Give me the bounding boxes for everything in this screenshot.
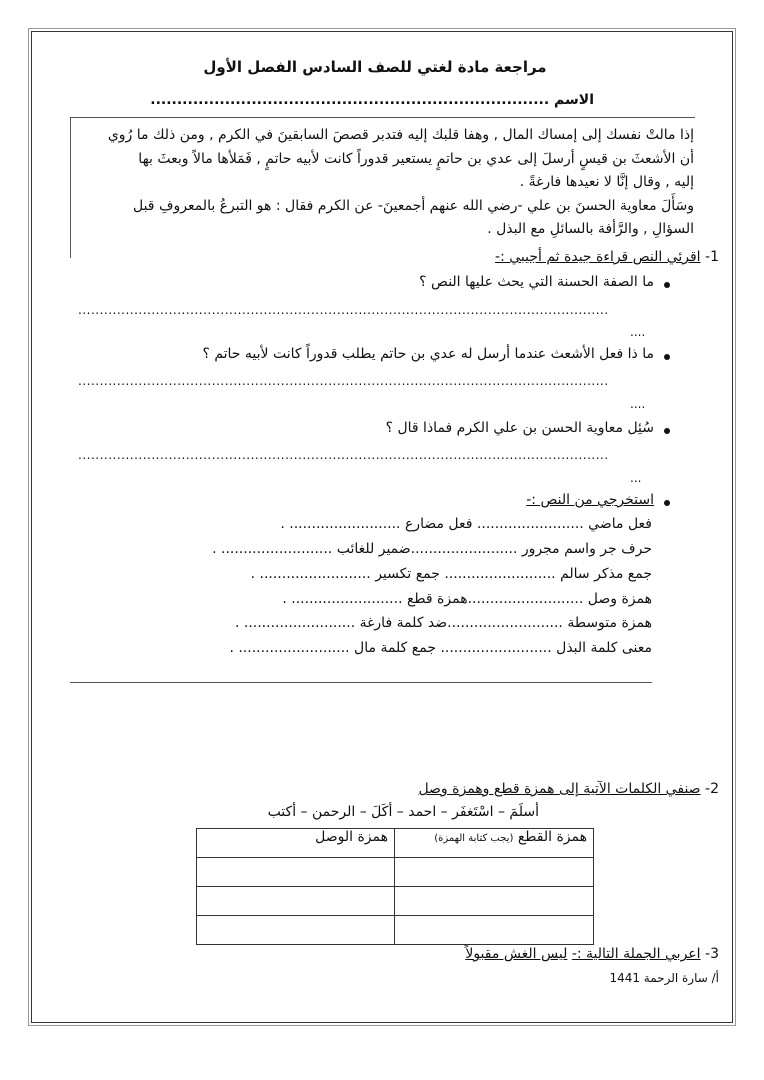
page-title: مراجعة مادة لغتي للصف السادس الفصل الأول xyxy=(203,58,547,76)
answer-line[interactable]: ........................................................................................................................... xyxy=(78,448,609,462)
question-title: اقرئي النص قراءة جيدة ثم أجيبي :- xyxy=(495,249,701,265)
classification-table xyxy=(196,828,594,945)
question-number: 3- xyxy=(705,946,719,962)
question-3-heading xyxy=(465,946,719,962)
question-item: استخرجي من النص :- xyxy=(526,492,654,508)
answer-line[interactable]: ........................................................................................................................... xyxy=(78,374,609,388)
answer-line-end: .... xyxy=(630,397,646,411)
table-cell[interactable] xyxy=(395,916,594,945)
question-item: ما ذا فعل الأشعث عندما أرسل له عدي بن حاتم يطلب قدوراً كانت لأبيه حاتم ؟ xyxy=(202,346,654,362)
table-cell[interactable] xyxy=(197,916,395,945)
question-number: 1- xyxy=(705,249,719,265)
teacher-signature: أ/ سارة الرحمة 1441 xyxy=(609,971,719,985)
question-item: ما الصفة الحسنة التي يحث عليها النص ؟ xyxy=(419,274,654,290)
header-cell-wasl: همزة الوصل xyxy=(197,829,395,858)
bullet-icon xyxy=(664,500,670,506)
passage-line: وسَأَلَ معاوية الحسنَ بن علي -رضي الله عنهم أجمعينَ- عن الكرم فقال : هو التبرعُ بالمعروفِ قبل xyxy=(132,197,694,214)
bullet-icon xyxy=(664,354,670,360)
header-cell-qat: همزة القطع (يجب كتابة الهمزة) xyxy=(395,829,594,858)
table-row xyxy=(197,916,594,945)
question-1-heading xyxy=(495,249,719,265)
question-title: صنفي الكلمات الآتية إلى همزة قطع وهمزة وصل xyxy=(418,781,701,797)
question-item: سُئِل معاوية الحسن بن علي الكرم فماذا قال ؟ xyxy=(385,420,654,436)
answer-line[interactable]: ........................................................................................................................... xyxy=(78,303,609,317)
passage-line: السؤالِ , والرَّأفة بالسائلِ مع البذل . xyxy=(487,221,694,237)
extract-line[interactable]: فعل ماضي ........................ فعل مضارع ......................... . xyxy=(280,516,652,532)
table-cell[interactable] xyxy=(197,858,395,887)
passage-line: أن الأشعثَ بن قيسٍ أرسلَ إلى عدي بن حاتمٍ يستعير قدوراً كانت لأبيه حاتمٍ , فَمَلأها مالاً وبعثَ بها xyxy=(138,150,694,167)
bullet-icon xyxy=(664,428,670,434)
question-title: اعربي الجملة التالية :- xyxy=(571,946,701,962)
table-cell[interactable] xyxy=(395,858,594,887)
question-sentence: ليس الغش مقبولاً xyxy=(465,946,568,962)
table-cell[interactable] xyxy=(395,887,594,916)
name-field[interactable]: الاسم ........................................................................... xyxy=(150,92,594,108)
question-number: 2- xyxy=(705,781,719,797)
bullet-icon xyxy=(664,282,670,288)
answer-line-end: ... xyxy=(630,471,642,485)
extract-line[interactable]: همزة وصل ..........................همزة قطع ......................... . xyxy=(282,591,652,607)
word-list: أسلَمَ – اسْتَغفَر – احمد – أكَلَ – الرحمن – أكتب xyxy=(267,804,539,820)
extract-line[interactable]: همزة متوسطة ..........................ضد كلمة فارغة ......................... . xyxy=(234,615,652,631)
question-2-heading xyxy=(418,781,719,797)
passage-line: إليه , وقال إنَّا لا نعيدها فارغةً . xyxy=(519,174,694,190)
table-row xyxy=(197,858,594,887)
reading-passage xyxy=(84,124,694,242)
section-divider xyxy=(70,682,652,683)
table-header-row xyxy=(197,829,594,858)
table-cell[interactable] xyxy=(197,887,395,916)
extract-line[interactable]: معنى كلمة البذل ......................... جمع كلمة مال ......................... . xyxy=(229,640,652,656)
answer-line-end: .... xyxy=(630,325,646,339)
table-row xyxy=(197,887,594,916)
extract-line[interactable]: جمع مذكر سالم ......................... جمع تكسير ......................... . xyxy=(250,566,652,582)
extract-line[interactable]: حرف جر واسم مجرور ........................ضمير للغائب ......................... . xyxy=(212,541,652,557)
passage-line: إذا مالتْ نفسك إلى إمساك المال , وهفا قلبك إليه فتدبر قصصَ السابقينَ في الكرم , ومن ذلك ما رُوي xyxy=(107,127,694,143)
